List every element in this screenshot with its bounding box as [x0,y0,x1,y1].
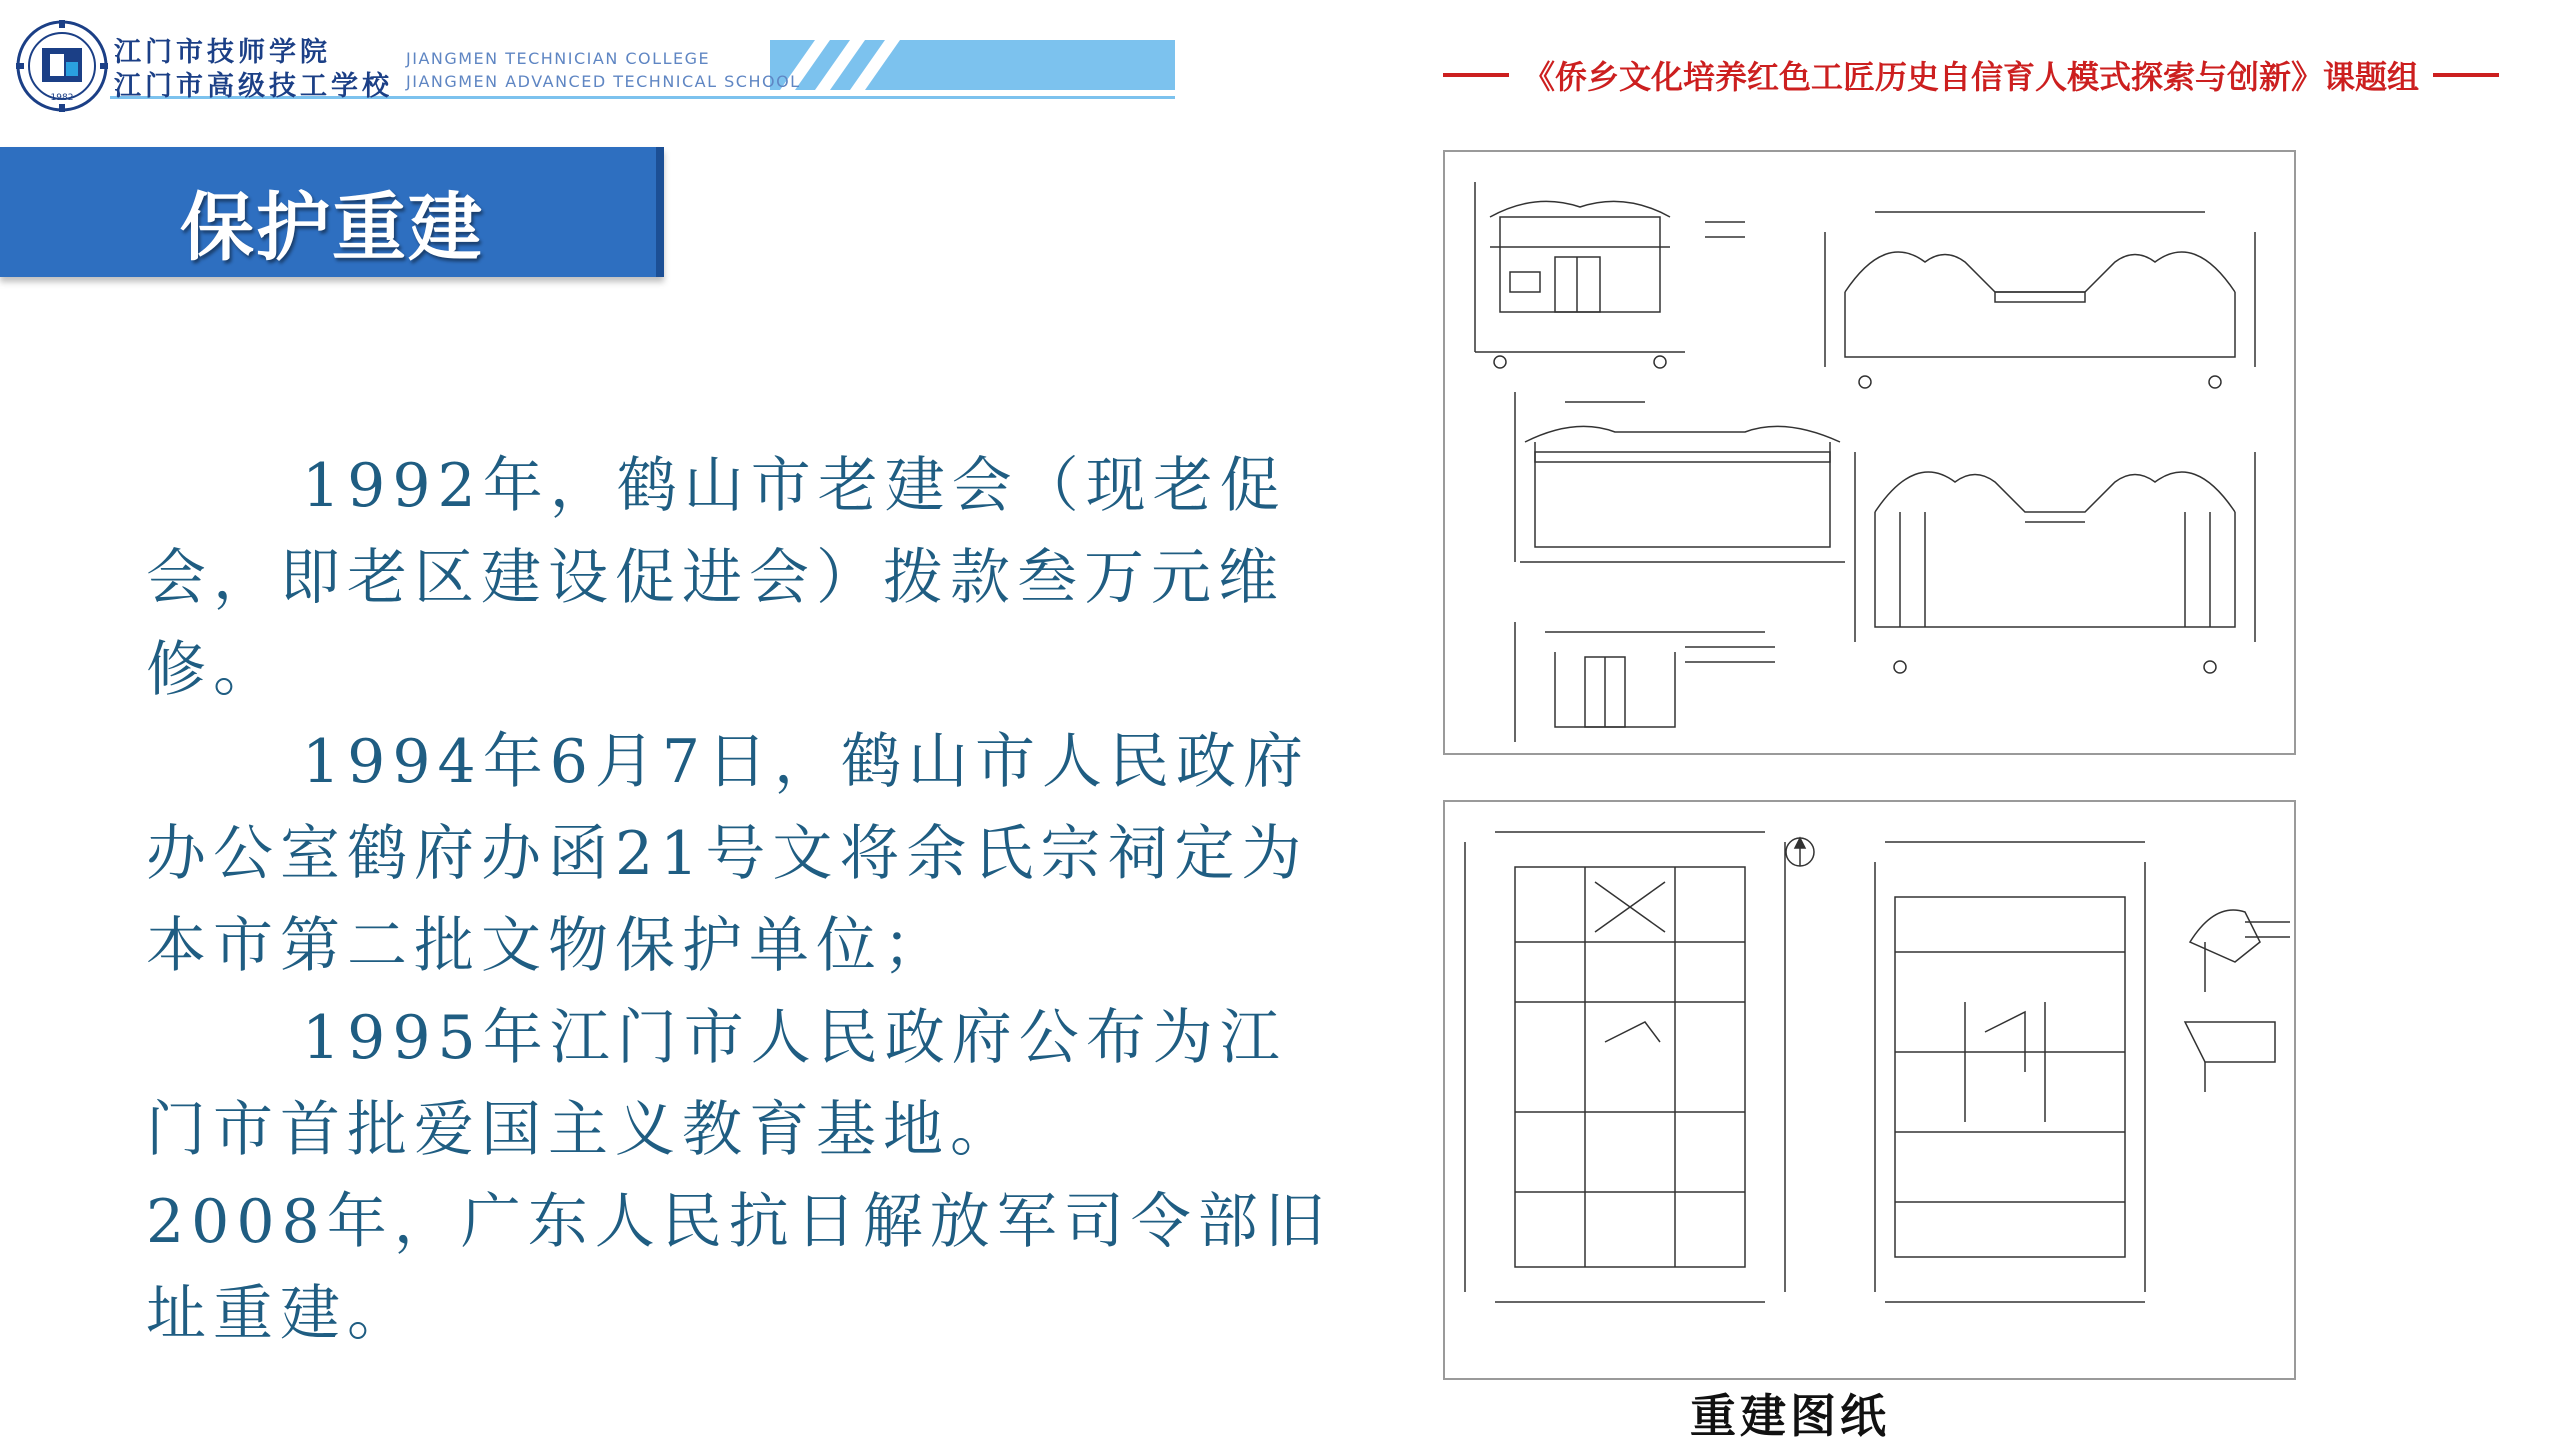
door-detail-sketch [1515,622,1775,742]
section-banner [0,147,664,277]
section-title: 保护重建 [180,185,484,271]
paragraph-2: 1994年6月7日，鹤山市人民政府办公室鹤府办函21号文将余氏宗祠定为本市第二批文物保护单位； [146,727,1311,981]
elevation-drawing [1443,150,2296,755]
paragraph-1: 1992年，鹤山市老建会（现老促会，即老区建设促进会）拨款叁万元维修。 [146,451,1287,705]
figure-caption: 重建图纸 [1690,1389,1890,1443]
north-arrow-sketch [1786,838,1814,866]
project-title [1443,52,2499,98]
roof-plan-sketch [1875,842,2145,1302]
paragraph-3: 1995年江门市人民政府公布为江门市首批爱国主义教育基地。 [146,1003,1287,1165]
rear-elevation-sketch [1515,392,1845,562]
school-name-cn-1: 江门市技师学院 [114,37,331,68]
front-elevation-sketch [1475,182,1745,368]
title-dash-left [1443,73,1509,77]
school-name-en-2: JIANGMEN ADVANCED TECHNICAL SCHOOL [406,72,801,91]
svg-text:1982: 1982 [50,93,74,103]
school-name-en-1: JIANGMEN TECHNICIAN COLLEGE [406,49,711,68]
title-dash-right [2433,73,2499,77]
school-logo [16,20,108,112]
paragraph-4: 2008年，广东人民抗日解放军司令部旧址重建。 [146,1187,1332,1349]
section-sketch [1855,452,2255,673]
floor-plan-drawing [1443,800,2296,1380]
project-title-text: 《侨乡文化培养红色工匠历史自信育人模式探索与创新》课题组 [1522,58,2419,96]
eave-detail-sketch [2185,910,2290,1092]
school-name-cn-2: 江门市高级技工学校 [114,71,393,102]
ground-floor-plan-sketch [1465,832,1785,1302]
side-elevation-sketch [1825,212,2255,388]
